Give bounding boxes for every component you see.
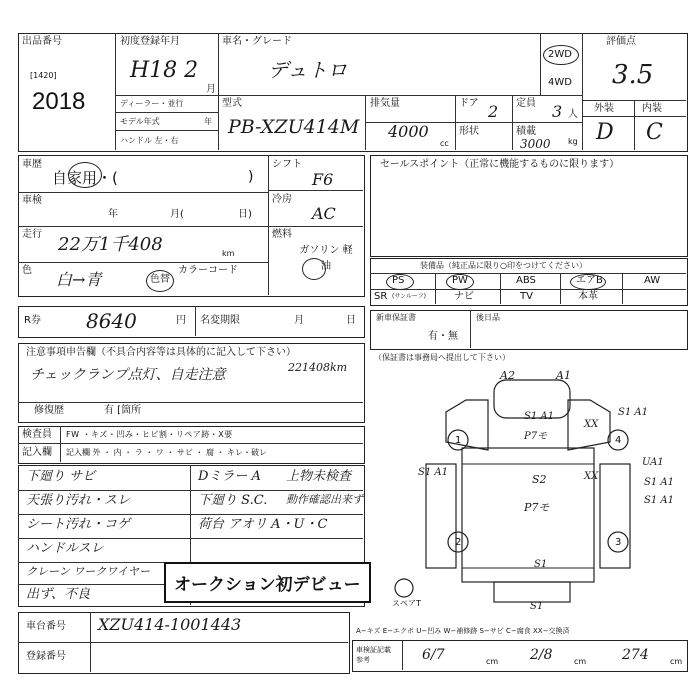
ac-label: 冷房 <box>272 194 292 205</box>
type-label: 型式 <box>222 98 242 109</box>
recycle-value: 8640 <box>86 309 137 333</box>
ac-value: AC <box>312 204 336 223</box>
type-value: PB-XZU414M <box>228 116 360 138</box>
tire-4: 4 <box>615 435 622 446</box>
door-value: 2 <box>488 102 499 121</box>
name-change-month: 月 <box>294 315 304 326</box>
recycle-frame <box>18 306 365 338</box>
displacement-label: 排気量 <box>370 98 400 109</box>
first-reg-value: H18 2 <box>130 58 199 83</box>
capacity-value: 3 <box>552 102 563 121</box>
ref-value-2: 2/8 <box>530 647 553 663</box>
month-char: 月 <box>206 84 216 95</box>
equip-pw: PW <box>452 275 468 286</box>
score-label: 評価点 <box>606 36 636 47</box>
sales-point-label: セールスポイント（正常に機能するものに限ります） <box>380 159 620 170</box>
warranty-label: 新車保証書 <box>376 313 416 322</box>
equip-abs: ABS <box>516 275 536 286</box>
year-value: 2018 <box>32 88 86 115</box>
repair-label: 修復歴 <box>34 405 64 416</box>
drive-4wd: 4WD <box>548 77 572 88</box>
diag-paint-cab: P7モ <box>524 431 548 442</box>
name-value: デュトロ <box>268 58 348 82</box>
lot-number: [1420] <box>30 71 57 80</box>
load-value: 3000 <box>520 137 551 151</box>
cc-unit: cc <box>440 139 449 148</box>
diag-a2: A2 <box>500 369 515 382</box>
note-0: 下廻り サビ <box>26 469 96 484</box>
diag-s1a1-left: S1 A1 <box>418 467 448 478</box>
note-6: Dミラー A <box>198 469 261 484</box>
inspector-legend-top: FW ・キズ・凹み・ヒビ割・リペア跡・X要 <box>66 430 233 439</box>
record-label: 記入欄 <box>22 447 52 458</box>
equip-ps-circle <box>386 274 414 290</box>
equip-leather: 本革 <box>578 291 598 302</box>
interior-value: C <box>646 120 663 145</box>
diag-ua1: UA1 <box>642 457 664 468</box>
color-label: 色 <box>22 265 32 276</box>
capacity-label: 定員 <box>516 98 536 109</box>
inspection-label: 車検 <box>22 195 42 206</box>
ref-cm-1: cm <box>486 657 499 666</box>
notes-mileage: 221408km <box>288 361 348 374</box>
diag-s1a1-right: S1 A1 <box>618 407 648 418</box>
warranty-frame <box>370 310 688 350</box>
equip-tv: TV <box>520 291 533 302</box>
mileage-value: 22万1千408 <box>58 234 163 255</box>
diag-s1a1-cab: S1 A1 <box>524 411 554 422</box>
year-char: 年 <box>204 117 212 126</box>
equip-airbag: エアB <box>576 275 603 286</box>
drive-2wd: 2WD <box>548 49 572 60</box>
warranty-date-label: 後日品 <box>476 313 500 322</box>
diag-xx-top: XX <box>584 419 599 430</box>
tire-1: 1 <box>455 435 462 446</box>
exterior-label: 外装 <box>594 103 614 114</box>
debut-stamp: オークション初デビュー <box>164 562 371 603</box>
vehicle-damage-diagram <box>370 360 686 610</box>
lot-label: 出品番号 <box>22 36 62 47</box>
diag-s1a1-r2: S1 A1 <box>644 477 674 488</box>
name-change-day: 日 <box>346 315 356 326</box>
notes-label: 注意事項申告欄（不具合内容等は具体的に記入して下さい） <box>26 347 296 358</box>
equip-navi: ナビ <box>454 291 474 302</box>
name-label: 車名・グレード <box>222 36 292 47</box>
equip-airbag-circle <box>570 274 606 290</box>
ref-value-1: 6/7 <box>422 647 445 663</box>
fuel-label: 燃料 <box>272 229 292 240</box>
ref-cm-2: cm <box>574 657 587 666</box>
load-label: 積載 <box>516 126 536 137</box>
note-8: 下廻り S.C. <box>198 493 268 508</box>
interior-label: 内装 <box>642 103 662 114</box>
color-code-label: カラーコード <box>178 265 238 276</box>
diag-s2: S2 <box>532 473 547 486</box>
note-4: クレーン ワークワイヤー <box>26 565 150 578</box>
shape-label: 形状 <box>459 126 479 137</box>
warranty-value: 有・無 <box>428 331 458 342</box>
score-value: 3.5 <box>612 60 654 90</box>
fuel-diesel-circle <box>302 258 326 280</box>
warranty-note: （保証書は事務局へ提出して下さい） <box>374 353 510 362</box>
chassis-value: XZU414-1001443 <box>98 615 242 634</box>
diag-a1-top: A1 <box>556 369 571 382</box>
diag-s1-rear: S1 <box>534 559 548 570</box>
color-change: 色替 <box>150 274 170 285</box>
name-change-label: 名変期限 <box>200 315 240 326</box>
kg-unit: kg <box>568 137 578 146</box>
note-2: シート汚れ・コゲ <box>26 517 131 532</box>
equip-sr: SR <box>374 291 388 302</box>
ref-cm-3: cm <box>670 657 683 666</box>
repair-value: 有 [箇所 <box>104 405 142 416</box>
diag-s1-bottom: S1 <box>530 601 544 612</box>
history-label: 車歴 <box>22 159 42 170</box>
inspector-label: 検査員 <box>22 429 52 440</box>
history-value: 自家用・( <box>52 169 118 187</box>
tire-3: 3 <box>615 537 622 548</box>
note-9: 動作確認出来ず <box>286 493 363 506</box>
model-year-label: モデル年式 <box>120 117 160 126</box>
diag-spare: スペアT <box>392 599 421 608</box>
history-close: ) <box>248 169 254 185</box>
equip-sunroof: (サンルーフ) <box>392 293 426 300</box>
tire-2: 2 <box>455 537 462 548</box>
exterior-value: D <box>596 120 614 145</box>
ref-label: 車検証記載 参考 <box>356 646 391 664</box>
recycle-label: R券 <box>24 315 41 326</box>
equip-pw-circle <box>446 274 474 290</box>
equipment-label: 装備品（純正品に限り○印をつけてください） <box>420 261 587 270</box>
equip-ps: PS <box>392 275 405 286</box>
reg-label: 登録番号 <box>26 651 66 662</box>
note-7: 上物未検査 <box>286 469 352 484</box>
inspection-month: 月( <box>170 209 184 220</box>
first-reg-label: 初度登録年月 <box>120 36 180 47</box>
dealer-label: ディーラー・並行 <box>120 99 184 108</box>
notes-text: チェックランプ点灯、自走注意 <box>30 367 226 383</box>
sales-point-frame <box>370 155 688 257</box>
inspector-legend-bottom: 記入欄 外 ・ 内 ・ ラ ・ ワ ・ サビ ・ 腐 ・ キレ・破レ <box>66 448 267 457</box>
note-3: ハンドルスレ <box>26 541 104 556</box>
person-char: 人 <box>568 109 578 120</box>
diag-xx-bed: XX <box>584 471 599 482</box>
color-value: 白→青 <box>56 270 102 289</box>
shift-value: F6 <box>312 170 334 189</box>
door-label: ドア <box>459 98 479 109</box>
fuel-value: ガソリン 軽 油 <box>299 245 353 272</box>
km-unit: km <box>222 249 235 258</box>
mileage-label: 走行 <box>22 229 42 240</box>
shift-label: シフト <box>272 159 302 170</box>
ref-value-3: 274 <box>622 647 649 663</box>
equip-aw: AW <box>644 275 661 286</box>
damage-legend: A−キズ E−エクボ U−凹み W−補修跡 S−サビ C−腐食 XX−交換済 <box>356 627 570 635</box>
note-5: 出ず、不良 <box>26 587 90 602</box>
inspection-year: 年 <box>108 209 118 220</box>
handle-label: ハンドル 左・右 <box>120 136 179 145</box>
diag-paint-bed: P7モ <box>524 501 550 514</box>
inspection-day: 日) <box>238 209 252 220</box>
displacement-value: 4000 <box>388 122 429 141</box>
note-10: 荷台 アオリ A・U・C <box>198 517 328 532</box>
note-1: 天張り汚れ・スレ <box>26 493 131 508</box>
diag-s1a1-r3: S1 A1 <box>644 495 674 506</box>
chassis-label: 車台番号 <box>26 621 66 632</box>
yen-unit: 円 <box>176 315 186 326</box>
